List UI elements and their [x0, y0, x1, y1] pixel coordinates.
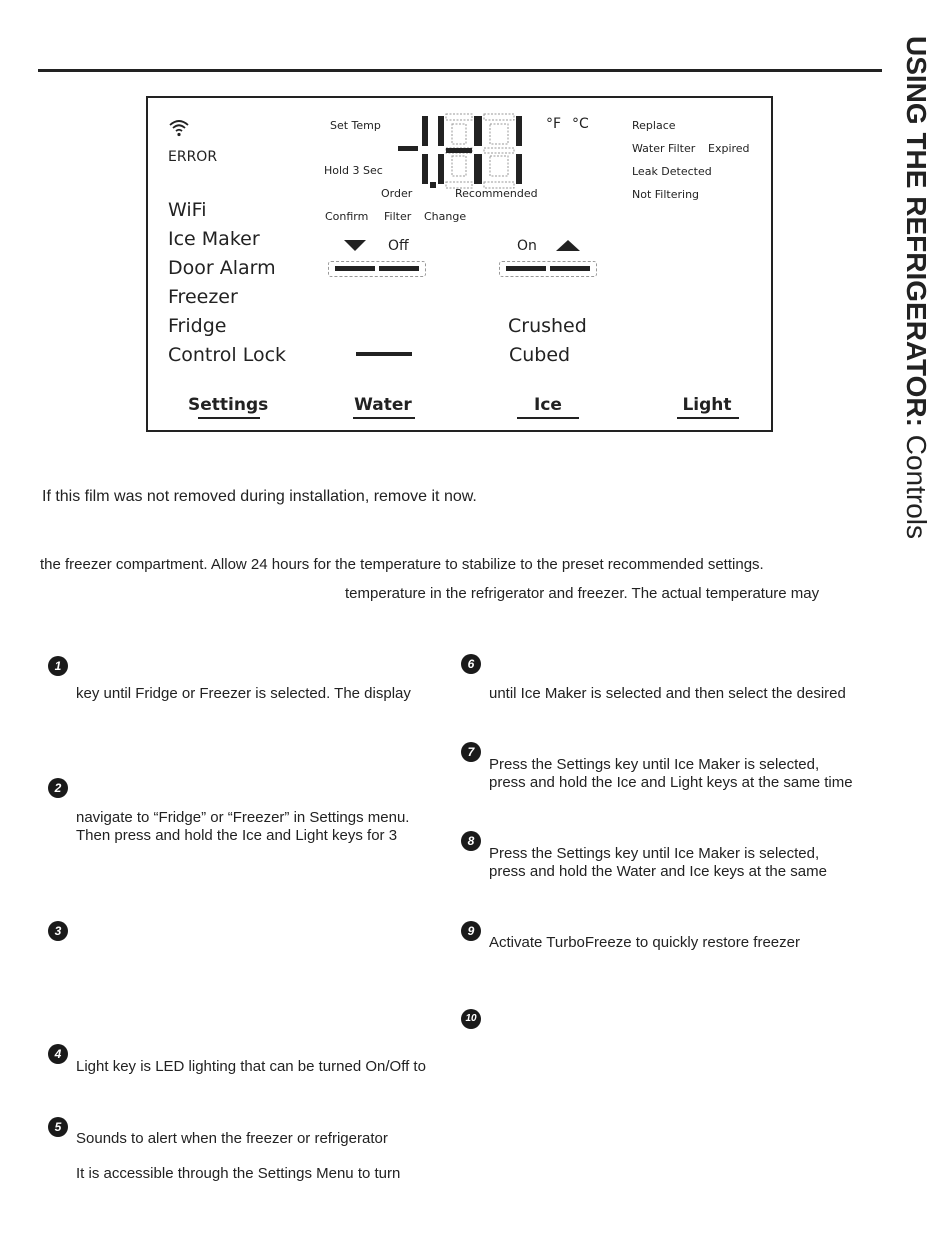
set-temp-label: Set Temp — [330, 119, 381, 132]
crushed-label: Crushed — [508, 315, 587, 337]
down-arrow-icon — [344, 240, 366, 252]
step-4-text: Light key is LED lighting that can be turned On/Off to — [76, 1058, 426, 1075]
step-2-text-b: Then press and hold the Ice and Light keys for 3 — [76, 827, 398, 844]
step-badge-4: 4 — [48, 1044, 68, 1064]
menu-door-alarm: Door Alarm — [168, 257, 276, 279]
step-5-text-a: Sounds to alert when the freezer or refrigerator — [76, 1130, 388, 1147]
off-level-bar — [328, 261, 426, 277]
step-badge-6: 6 — [461, 654, 481, 674]
on-label: On — [517, 238, 537, 254]
menu-control-lock: Control Lock — [168, 344, 287, 366]
confirm-label: Confirm — [325, 210, 369, 223]
step-badge-2: 2 — [48, 778, 68, 798]
step-8-text-b: press and hold the Water and Ice keys at the same — [489, 863, 827, 880]
up-arrow-icon — [556, 240, 580, 252]
water-underline — [353, 417, 415, 419]
settings-key-label: Settings — [188, 395, 269, 415]
temperature-display — [398, 110, 538, 190]
menu-freezer: Freezer — [168, 286, 238, 308]
settings-underline — [198, 417, 260, 419]
step-badge-7: 7 — [461, 742, 481, 762]
recommended-label: Recommended — [455, 187, 538, 200]
filter-label: Filter — [384, 210, 412, 223]
not-filtering-label: Not Filtering — [632, 188, 700, 201]
light-underline — [677, 417, 739, 419]
temperature-paragraph: temperature in the refrigerator and freezer. The actual temperature may — [345, 585, 820, 602]
on-level-bar — [499, 261, 597, 277]
water-indicator-bar — [356, 352, 412, 356]
water-filter-label: Water Filter — [632, 142, 696, 155]
step-7-text-b: press and hold the Ice and Light keys at the same time — [489, 774, 853, 791]
header-rule — [38, 69, 882, 72]
step-badge-1: 1 — [48, 656, 68, 676]
side-section-title: USING THE REFRIGERATOR: Controls — [901, 36, 932, 540]
control-panel-diagram — [146, 96, 773, 432]
wifi-icon — [168, 118, 190, 138]
expired-label: Expired — [708, 142, 750, 155]
cubed-label: Cubed — [509, 344, 571, 366]
water-key-label: Water — [354, 395, 412, 415]
fahrenheit-label: °F — [546, 116, 562, 132]
step-5-text-b: It is accessible through the Settings Menu to turn — [76, 1165, 401, 1182]
step-badge-9: 9 — [461, 921, 481, 941]
celsius-label: °C — [572, 116, 589, 132]
step-8-text-a: Press the Settings key until Ice Maker is selected, — [489, 845, 820, 862]
step-badge-5: 5 — [48, 1117, 68, 1137]
step-1-text: key until Fridge or Freezer is selected. The display — [76, 685, 411, 702]
step-badge-3: 3 — [48, 921, 68, 941]
step-7-text-a: Press the Settings key until Ice Maker is selected, — [489, 756, 820, 773]
order-label: Order — [381, 187, 413, 200]
ice-underline — [517, 417, 579, 419]
ice-key-label: Ice — [534, 395, 562, 415]
leak-detected-label: Leak Detected — [632, 165, 712, 178]
error-label: ERROR — [168, 149, 218, 165]
freezer-paragraph: the freezer compartment. Allow 24 hours for the temperature to stabilize to the preset recommended settings. — [40, 556, 764, 573]
off-label: Off — [388, 238, 409, 254]
change-label: Change — [424, 210, 467, 223]
step-badge-8: 8 — [461, 831, 481, 851]
step-badge-10: 10 — [461, 1009, 481, 1029]
step-9-text: Activate TurboFreeze to quickly restore freezer — [489, 934, 800, 951]
step-6-text: until Ice Maker is selected and then select the desired — [489, 685, 846, 702]
film-paragraph: If this film was not removed during installation, remove it now. — [42, 488, 477, 505]
menu-wifi: WiFi — [168, 199, 207, 221]
replace-label: Replace — [632, 119, 676, 132]
light-key-label: Light — [682, 395, 732, 415]
menu-ice-maker: Ice Maker — [168, 228, 260, 250]
hold-3-sec-label: Hold 3 Sec — [324, 164, 383, 177]
step-2-text-a: navigate to “Fridge” or “Freezer” in Settings menu. — [76, 809, 410, 826]
menu-fridge: Fridge — [168, 315, 227, 337]
